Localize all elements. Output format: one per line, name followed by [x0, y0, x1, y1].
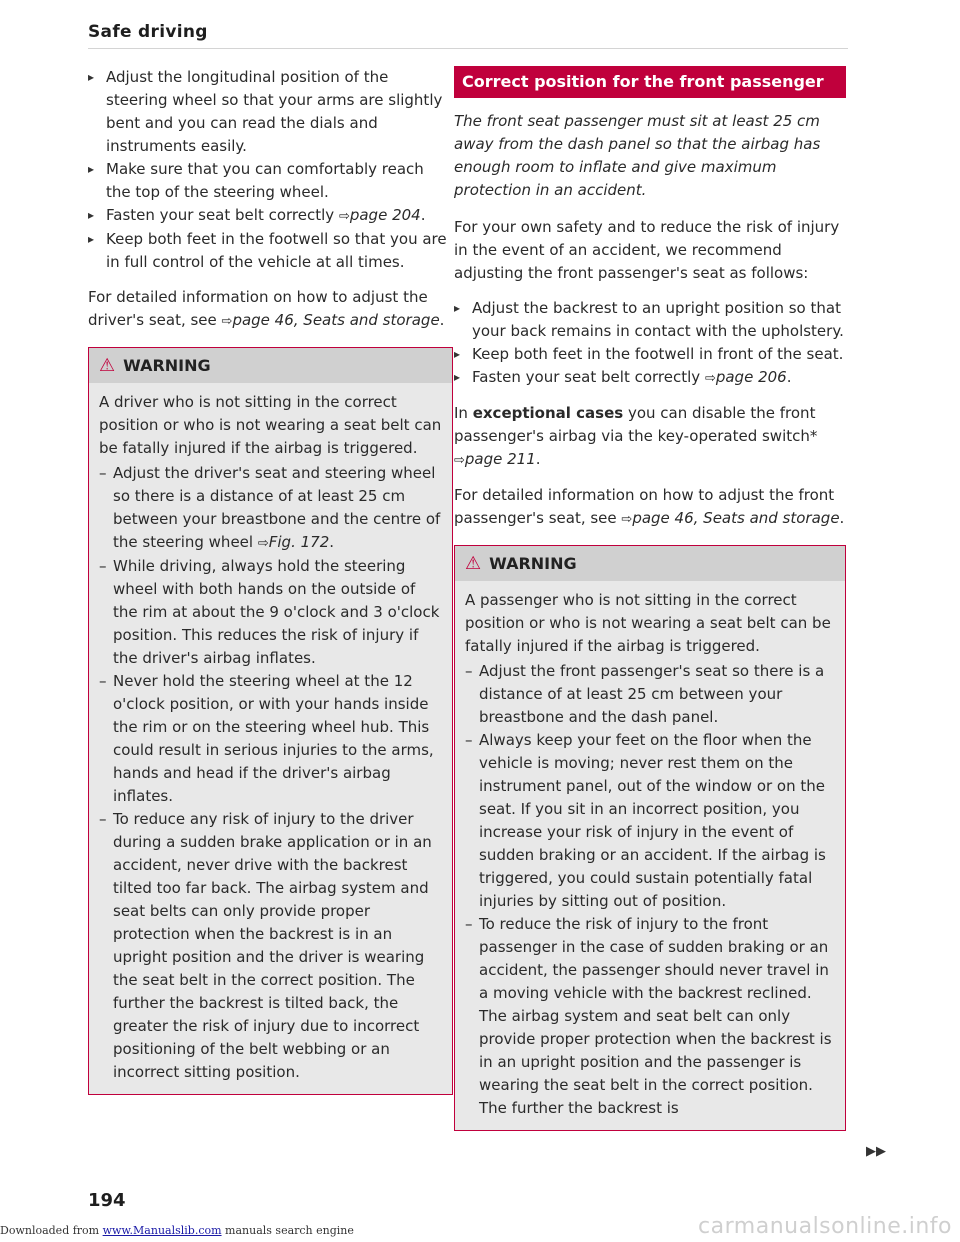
list-item: – Always keep your feet on the floor when the vehicle is moving; never rest them on the instrument panel, out of the window or on the seat. If you sit in an incorrect position, you increase your risk of injury in the event of sudden braking or an accident. If the airbag is triggered, you could sustain potentially fatal injuries by sitting out of position. — [465, 729, 835, 913]
paragraph-text: For detailed information on how to adjust the front passenger's seat, see — [454, 486, 835, 527]
watermark: carmanualsonline.info — [698, 1214, 952, 1239]
punctuation: . — [420, 206, 426, 224]
page-ref-arrow-icon: ⇨ — [621, 512, 633, 527]
list-item-text: Adjust the driver's seat and steering wheel so there is a distance of at least 25 cm between your breastbone and the centre of the steering wheel — [113, 464, 441, 551]
section-title: Safe driving — [88, 22, 208, 42]
manualslib-link[interactable]: www.Manualslib.com — [102, 1224, 222, 1237]
list-item: – While driving, always hold the steering wheel with both hands on the outside of the rim at about the 9 o'clock and 3 o'clock position. This reduces the risk of injury if the driver's airbag inflates. — [99, 555, 442, 670]
page-ref-arrow-icon: ⇨ — [704, 371, 716, 386]
list-item-text: Fasten your seat belt correctly — [472, 368, 705, 386]
page-ref-link[interactable]: page 206 — [715, 368, 787, 386]
warning-title: WARNING — [123, 356, 211, 375]
page-ref-link[interactable]: page 204 — [349, 206, 421, 224]
section-heading: Correct position for the front passenger — [454, 66, 846, 98]
paragraph-text: you can disable the front passenger's airbag via the key-operated switch* — [454, 404, 818, 445]
warning-triangle-icon: ⚠ — [465, 552, 482, 574]
list-item: ▸ Make sure that you can comfortably reach the top of the steering wheel. — [88, 158, 453, 204]
paragraph-text: In — [454, 404, 473, 422]
page-ref-arrow-icon: ⇨ — [257, 536, 269, 551]
page-ref-arrow-icon: ⇨ — [338, 209, 350, 224]
continue-arrow-icon: ▶▶ — [866, 1144, 886, 1159]
warning-intro: A driver who is not sitting in the correct position or who is not wearing a seat belt can be fatally injured if the airbag is triggered. — [99, 393, 442, 457]
punctuation: . — [439, 311, 445, 329]
emphasis-text: exceptional cases — [472, 404, 624, 422]
warning-list — [465, 660, 835, 1120]
footer-prefix: Downloaded from — [0, 1224, 103, 1237]
page-ref-link[interactable]: page 46, Seats and storage — [632, 509, 840, 527]
list-item: ▸ Keep both feet in the footwell so that you are in full control of the vehicle at all times. — [88, 228, 453, 274]
warning-body — [89, 383, 452, 1094]
header-divider — [88, 48, 848, 49]
list-item: ▸ Adjust the longitudinal position of the steering wheel so that your arms are slightly bent and you can read the dials and instruments easily. — [88, 66, 453, 158]
warning-header — [455, 546, 845, 581]
warning-triangle-icon: ⚠ — [99, 354, 116, 376]
warning-title: WARNING — [489, 554, 577, 573]
download-footer — [0, 1224, 354, 1237]
page-ref-arrow-icon: ⇨ — [221, 314, 233, 329]
list-item — [99, 462, 442, 555]
paragraph-text: For detailed information on how to adjust the driver's seat, see — [88, 288, 428, 329]
warning-body — [455, 581, 845, 1130]
warning-intro: A passenger who is not sitting in the correct position or who is not wearing a seat belt can be fatally injured if the airbag is triggered. — [465, 591, 831, 655]
list-item — [454, 366, 846, 390]
list-item: ▸ Keep both feet in the footwell in front of the seat. — [454, 343, 846, 366]
list-item: ▸ Adjust the backrest to an upright position so that your back remains in contact with the upholstery. — [454, 297, 846, 343]
page-ref-link[interactable]: page 46, Seats and storage — [232, 311, 440, 329]
list-item — [88, 204, 453, 228]
list-item: – To reduce any risk of injury to the driver during a sudden brake application or in an accident, never drive with the backrest tilted too far back. The airbag system and seat belts can only provide proper protection when the backrest is in an upright position and the driver is wearing the seat belt in the correct position. The further the backrest is tilted back, the greater the risk of injury due to incorrect positioning of the belt webbing or an incorrect sitting position. — [99, 808, 442, 1084]
passenger-steps-list — [454, 297, 846, 390]
paragraph — [454, 402, 846, 472]
intro-paragraph: The front seat passenger must sit at least 25 cm away from the dash panel so that the airbag has enough room to inflate and give maximum protection in an accident. — [454, 112, 821, 199]
paragraph — [88, 286, 453, 333]
punctuation: . — [535, 450, 541, 468]
page-number: 194 — [88, 1190, 126, 1211]
list-item-text: Fasten your seat belt correctly — [106, 206, 339, 224]
left-column — [88, 66, 453, 1095]
figure-ref-link[interactable]: Fig. 172 — [268, 533, 330, 551]
right-column — [454, 66, 846, 1131]
page-ref-arrow-icon: ⇨ — [454, 453, 465, 468]
warning-list — [99, 462, 442, 1084]
punctuation: . — [786, 368, 792, 386]
punctuation: . — [839, 509, 845, 527]
paragraph — [454, 484, 846, 531]
paragraph: For your own safety and to reduce the risk of injury in the event of an accident, we recommend adjusting the front passenger's seat as follows: — [454, 218, 840, 282]
warning-header — [89, 348, 452, 383]
punctuation: . — [329, 533, 335, 551]
warning-box — [454, 545, 846, 1131]
page-ref-link[interactable]: page 211 — [464, 450, 536, 468]
footer-suffix: manuals search engine — [221, 1224, 354, 1237]
list-item: – Adjust the front passenger's seat so there is a distance of at least 25 cm between your breastbone and the dash panel. — [465, 660, 835, 729]
warning-box — [88, 347, 453, 1095]
list-item: – To reduce the risk of injury to the front passenger in the case of sudden braking or an accident, the passenger should never travel in a moving vehicle with the backrest reclined. The airbag system and seat belt can only provide proper protection when the backrest is in an upright position and the passenger is wearing the seat belt in the correct position. The further the backrest is — [465, 913, 835, 1120]
list-item: – Never hold the steering wheel at the 12 o'clock position, or with your hands inside the rim or on the steering wheel hub. This could result in serious injuries to the arms, hands and head if the driver's airbag inflates. — [99, 670, 442, 808]
driver-steps-list — [88, 66, 453, 274]
